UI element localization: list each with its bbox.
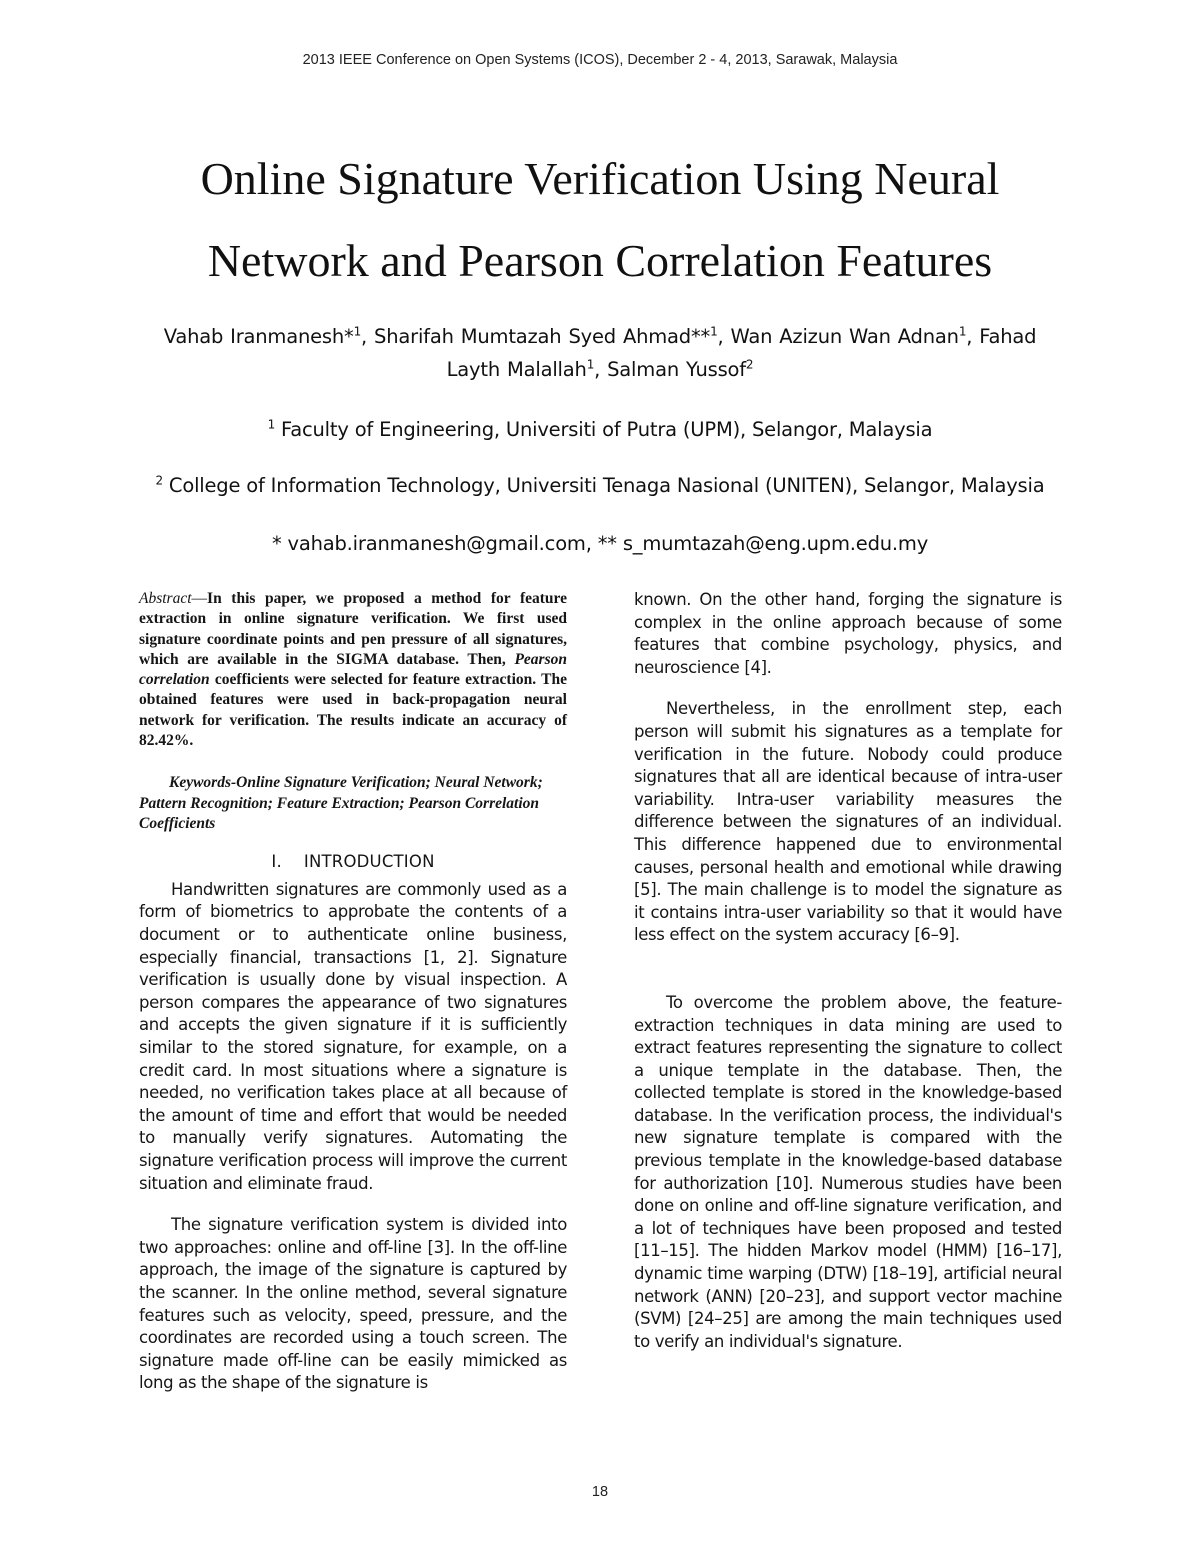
paragraph: known. On the other hand, forging the signature is complex in the online approach because of some features that combine psychology, physics, and neuroscience [4]. — [634, 590, 1062, 677]
author: Vahab Iranmanesh*$^1$ — [163, 324, 362, 348]
author-list: Vahab Iranmanesh*$^1$, Sharifah Mumtazah Syed Ahmad**$^1$, Wan Azizun Wan Adnan$^1$, Fahad Layth Malallah$^1$, Salman Yussof$^2$ — [163, 324, 1037, 381]
author: Salman Yussof$^2$ — [607, 357, 754, 381]
affiliation-1: $^1$ Faculty of Engineering, Universiti of Putra (UPM), Selangor, Malaysia — [267, 417, 933, 441]
author: Wan Azizun Wan Adnan$^1$ — [730, 324, 967, 348]
page-number: 18 — [591, 1484, 609, 1500]
title-line-1: Online Signature Verification Using Neural — [200, 153, 1000, 204]
title-line-2: Network and Pearson Correlation Features — [207, 235, 993, 286]
conference-header: 2013 IEEE Conference on Open Systems (ICOS), December 2 - 4, 2013, Sarawak, Malaysia — [302, 52, 898, 68]
paragraph: To overcome the problem above, the feature-extraction techniques in data mining are used to extract features representing the signature to collect a unique template in the database. Then, the collected template is stored in the knowledge-based database. In the verification process, the individual's new signature template is compared with the previous template in the knowledge-based database for authorization [10]. Numerous studies have been done on online and off-line signature verification, and a lot of techniques have been proposed and tested [11–15]. The hidden Markov model (HMM) [16–17], dynamic time warping (DTW) [18–19], artificial neural network (ANN) [20–23], and support vector machine (SVM) [24–25] are among the main techniques used to verify an individual's signature. — [634, 992, 1062, 1351]
author-emails: * vahab.iranmanesh@gmail.com, ** s_mumtazah@eng.upm.edu.my — [271, 532, 929, 555]
paragraph: The signature verification system is divided into two approaches: online and off-line [3]. In the off-line approach, the image of the signature is captured by the scanner. In the online method, several signature features such as velocity, speed, pressure, and the coordinates are recorded using a touch screen. The signature made off-line can be easily mimicked as long as the shape of the signature is — [139, 1215, 567, 1393]
abstract: Abstract—In this paper, we proposed a method for feature extraction in online signature verification. We first used signature coordinate points and pen pressure of all signatures, which are available in the SIGMA database. Then, Pearson correlation coefficients were selected for feature extraction. The obtained features were used in back-propagation neural network for verification. The results indicate an accuracy of 82.42%. — [139, 590, 567, 750]
paragraph: Handwritten signatures are commonly used as a form of biometrics to approbate the contents of a document or to authenticate online business, especially financial, transactions [1, 2]. Signature verification is usually done by visual inspection. A person compares the appearance of two signatures and accepts the given signature if it is sufficiently similar to the stored signature, for example, on a credit card. In most situations where a signature is needed, no verification takes place at all because of the amount of time and effort that would be needed to manually verify signatures. Automating the signature verification process will improve the current situation and eliminate fraud. — [139, 879, 567, 1193]
affiliation-2: $^2$ College of Information Technology, Universiti Tenaga Nasional (UNITEN), Selangor, Malaysia — [155, 473, 1045, 497]
author: Sharifah Mumtazah Syed Ahmad**$^1$ — [374, 324, 718, 348]
author: Fahad Layth Malallah$^1$ — [446, 325, 1037, 381]
section-heading-introduction: I. INTRODUCTION — [271, 852, 435, 872]
left-column — [139, 589, 567, 1395]
paragraph: Nevertheless, in the enrollment step, each person will submit his signatures as a template for verification in the future. Nobody could produce signatures that all are identical because of intra-user variability. Intra-user variability measures the difference between the signatures of an individual. This difference happened due to environmental causes, personal health and emotional while drawing [5]. The main challenge is to model the signature as it contains intra-user variability so that it would have less effect on the system accuracy [6–9]. — [634, 699, 1062, 945]
paper-title — [100, 138, 1100, 302]
keywords: Keywords-Online Signature Verification; Neural Network; Pattern Recognition; Feature Extraction; Pearson Correlation Coefficients — [139, 774, 543, 832]
right-column — [634, 589, 1062, 1353]
